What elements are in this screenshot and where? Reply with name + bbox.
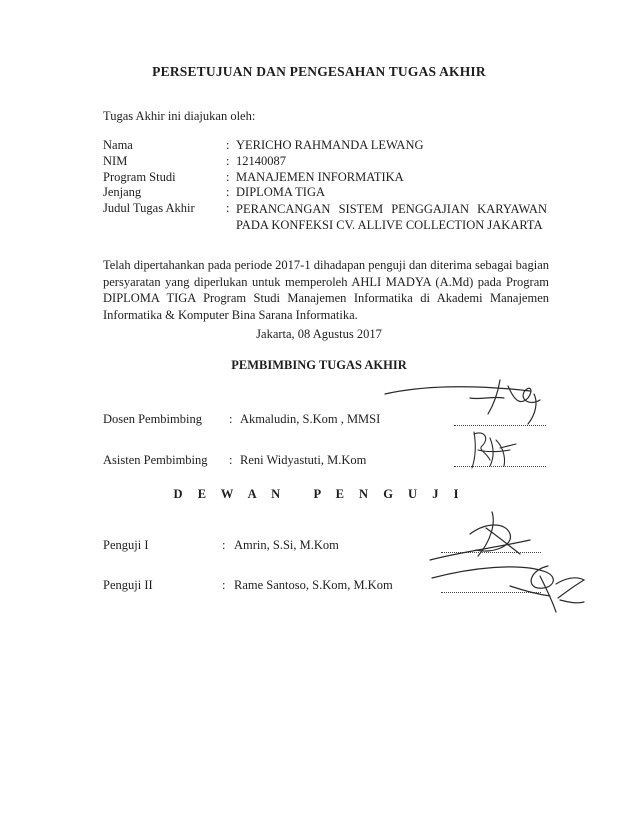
asisten-pembimbing-label: Asisten Pembimbing: [103, 453, 208, 467]
dosen-pembimbing-name: Akmaludin, S.Kom , MMSI: [240, 412, 381, 426]
asisten-pembimbing-name: Reni Widyastuti, M.Kom: [240, 453, 367, 467]
field-colon: :: [226, 185, 230, 199]
field-label-nim: NIM: [103, 154, 128, 168]
intro-text: Tugas Akhir ini diajukan oleh:: [103, 109, 256, 123]
field-value-judul: PERANCANGAN SISTEM PENGGAJIAN KARYAWAN PADA KONFEKSI CV. ALLIVE COLLECTION JAKARTA: [236, 202, 547, 232]
field-value-nim: 12140087: [236, 154, 286, 168]
page-title: PERSETUJUAN DAN PENGESAHAN TUGAS AKHIR: [152, 64, 486, 79]
field-colon: :: [222, 538, 226, 552]
field-value-program-studi: MANAJEMEN INFORMATIKA: [236, 170, 404, 184]
penguji-1-name: Amrin, S.Si, M.Kom: [234, 538, 339, 552]
field-colon: :: [226, 138, 230, 152]
field-colon: :: [222, 578, 226, 592]
penguji-2-name: Rame Santoso, S.Kom, M.Kom: [234, 578, 393, 592]
field-colon: :: [226, 154, 230, 168]
approval-paragraph-text: Telah dipertahankan pada periode 2017-1 dihadapan penguji dan diterima sebagai bagian persyaratan yang diperlukan untuk memperoleh AHLI MADYA (A.Md) pada Program DIPLOMA TIGA Program Studi Manajemen Informatika di Akademi Manajemen Informatika & Komputer Bina Sarana Informatika.: [103, 258, 549, 322]
field-colon: :: [226, 170, 230, 184]
field-label-judul: Judul Tugas Akhir: [103, 201, 195, 215]
field-colon: :: [229, 453, 233, 467]
field-colon: :: [226, 201, 230, 215]
field-label-program-studi: Program Studi: [103, 170, 176, 184]
pembimbing-heading: PEMBIMBING TUGAS AKHIR: [231, 358, 407, 372]
field-label-nama: Nama: [103, 138, 133, 152]
place-date: Jakarta, 08 Agustus 2017: [256, 327, 382, 341]
dosen-pembimbing-label: Dosen Pembimbing: [103, 412, 202, 426]
penguji-2-label: Penguji II: [103, 578, 153, 592]
field-label-jenjang: Jenjang: [103, 185, 142, 199]
field-value-nama: YERICHO RAHMANDA LEWANG: [236, 138, 424, 152]
field-value-jenjang: DIPLOMA TIGA: [236, 185, 326, 199]
field-colon: :: [229, 412, 233, 426]
penguji-1-label: Penguji I: [103, 538, 149, 552]
penguji-heading: D E W A N P E N G U J I: [173, 487, 465, 501]
